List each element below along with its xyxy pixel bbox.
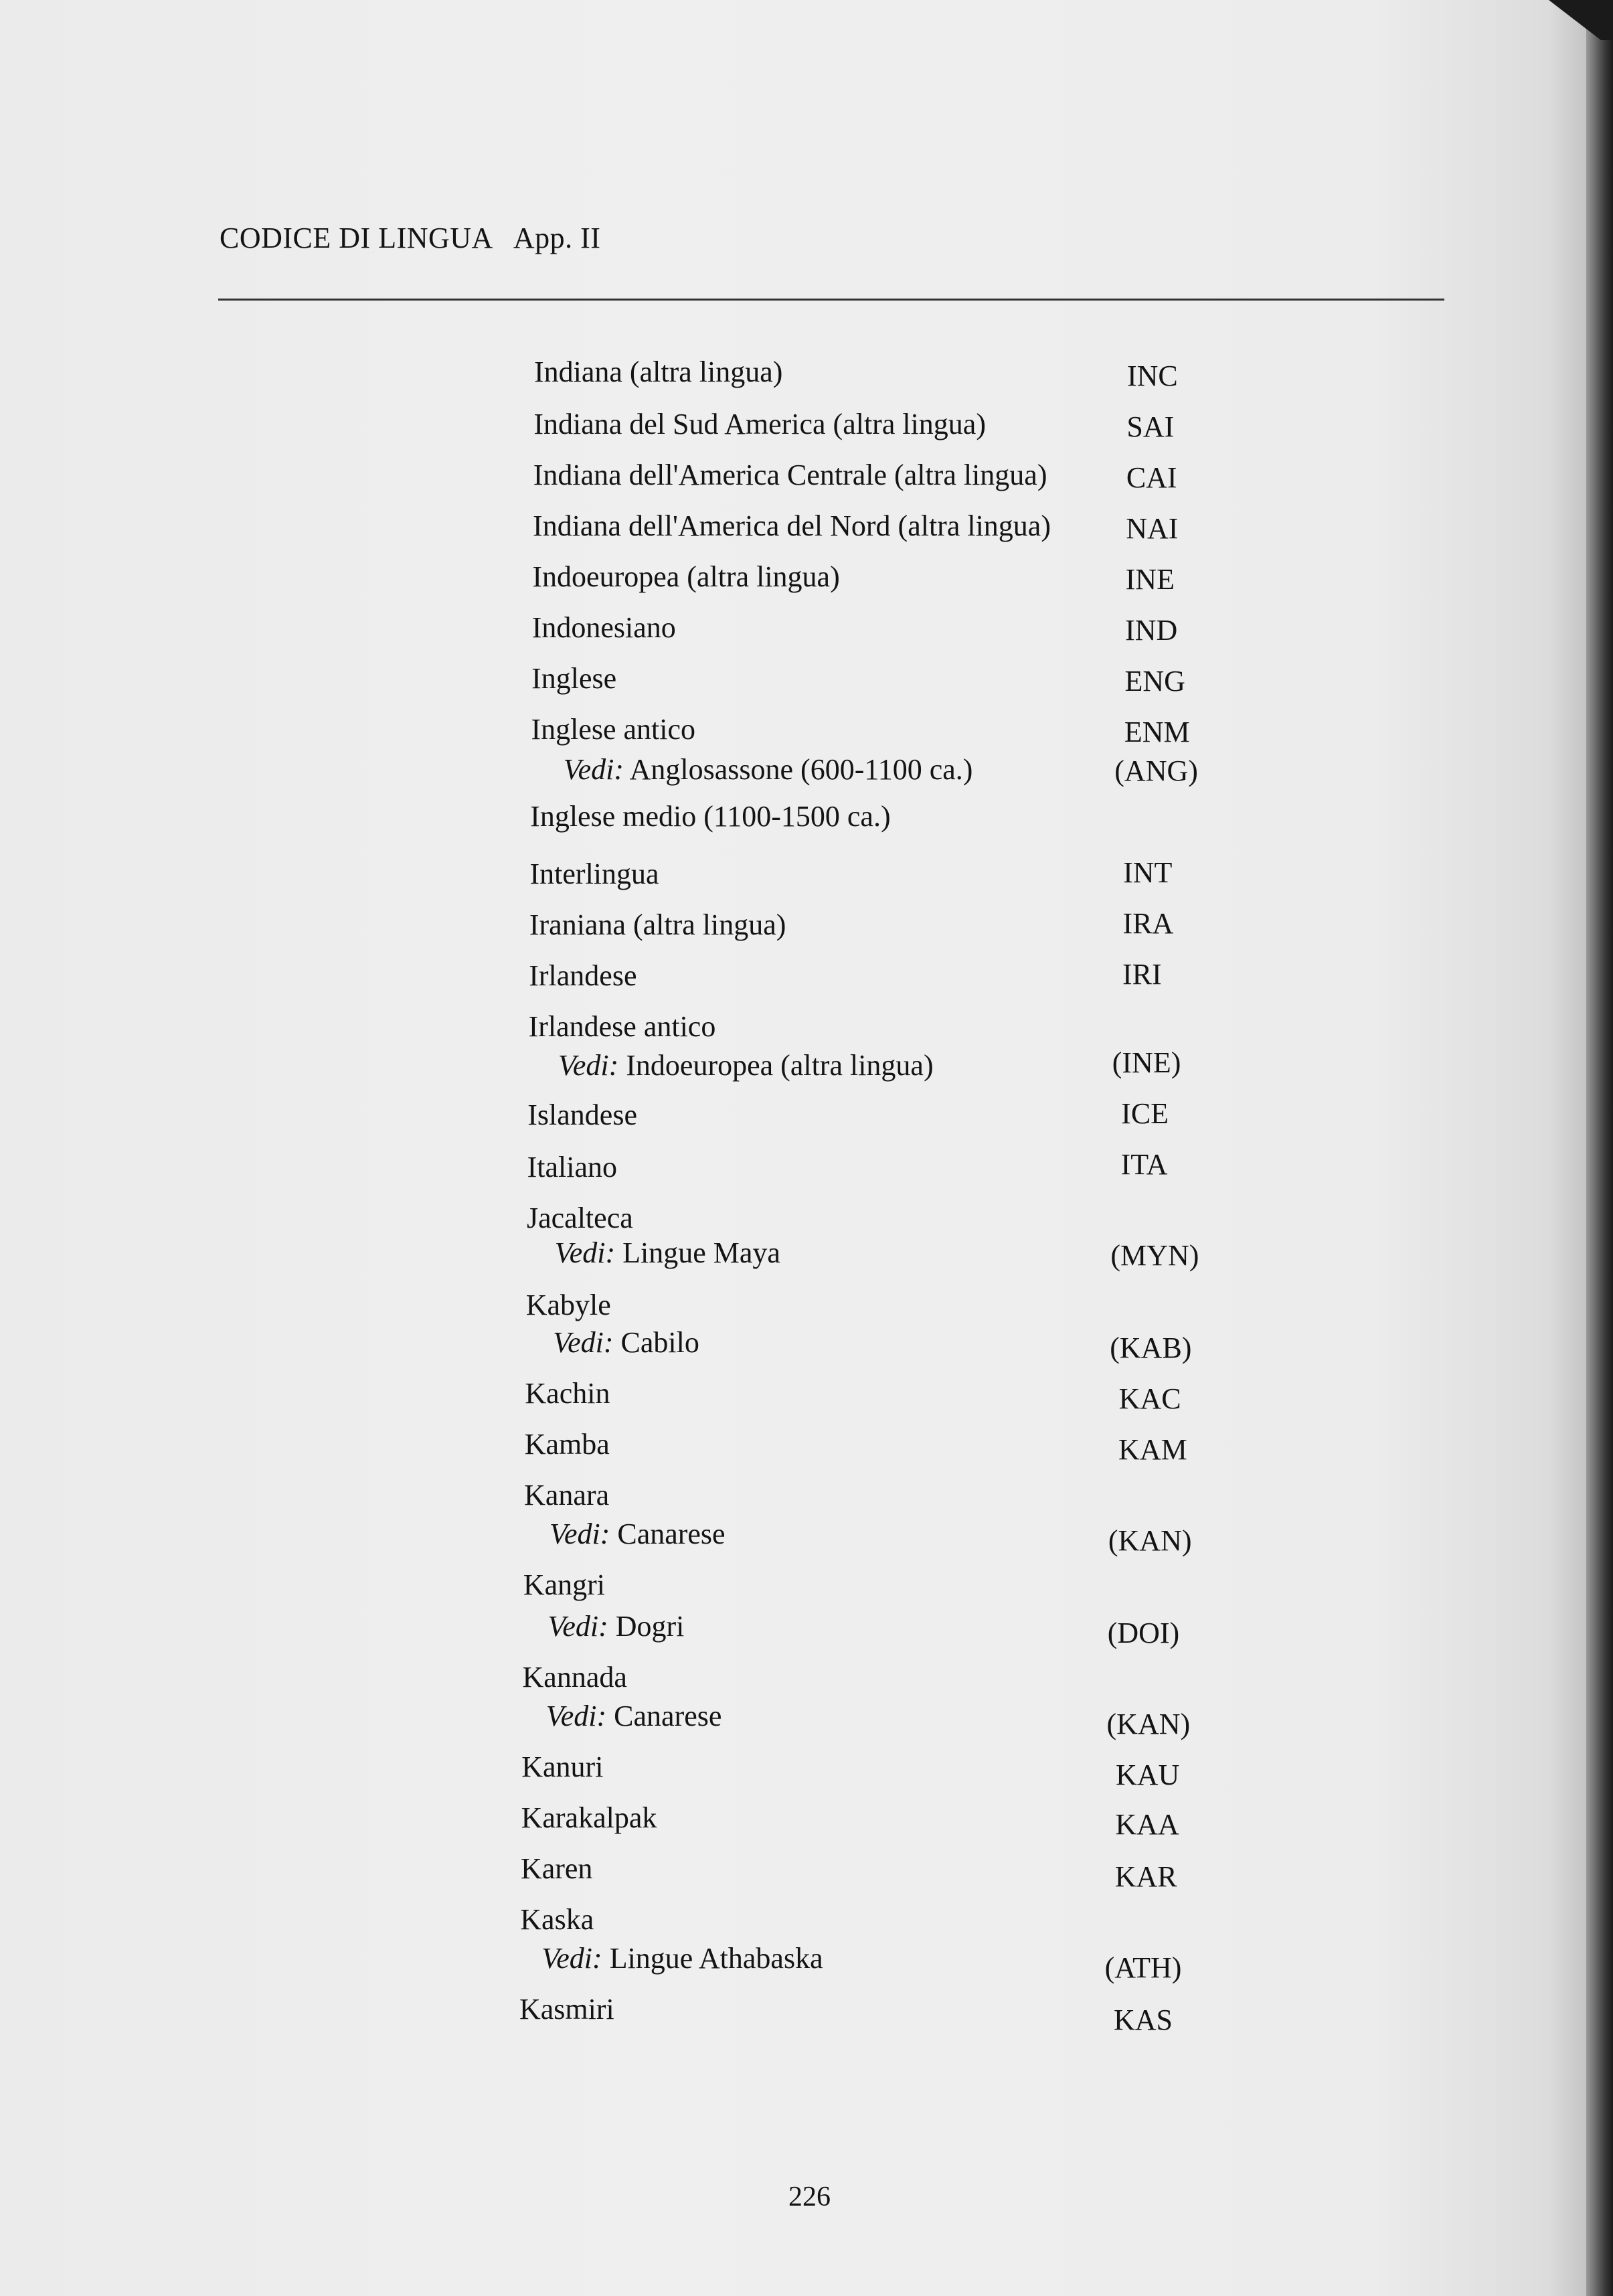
language-code: IRA (1122, 907, 1174, 940)
cross-reference-target: Anglosassone (600-1100 ca.) (624, 753, 973, 786)
language-code: (MYN) (1110, 1239, 1199, 1272)
language-name: Indonesiano (531, 611, 676, 644)
language-name: Indiana dell'America del Nord (altra lingua) (533, 509, 1051, 542)
language-name: Italiano (527, 1151, 618, 1183)
language-name: Kasmiri (519, 1993, 614, 2026)
vedi-label: Vedi: (563, 753, 624, 786)
language-name: Inglese antico (531, 713, 696, 746)
cross-reference-target: Canarese (606, 1700, 722, 1732)
language-name: Jacalteca (527, 1202, 633, 1234)
vedi-label: Vedi: (553, 1326, 614, 1359)
vedi-label: Vedi: (558, 1049, 619, 1082)
vedi-label: Vedi: (547, 1610, 608, 1643)
language-name: Inglese (531, 662, 617, 695)
language-code: INC (1127, 359, 1178, 392)
language-name: Islandese (527, 1098, 637, 1131)
language-name: Kanara (524, 1479, 610, 1511)
language-name: Iraniana (altra lingua) (529, 908, 786, 941)
language-code: KAA (1115, 1808, 1179, 1841)
language-code: IND (1125, 614, 1178, 647)
language-name: Irlandese (529, 959, 637, 992)
language-code: NAI (1126, 512, 1179, 545)
language-code: ENM (1124, 716, 1190, 748)
language-code: (KAB) (1110, 1331, 1192, 1364)
cross-reference (547, 1609, 684, 1644)
cross-reference (558, 1048, 934, 1083)
language-name: Kachin (525, 1377, 610, 1410)
language-name: Kabyle (525, 1289, 611, 1321)
language-code: INT (1123, 856, 1173, 889)
language-name: Kanuri (521, 1750, 604, 1783)
vedi-label: Vedi: (554, 1236, 616, 1269)
language-code: KAR (1114, 1860, 1177, 1893)
language-code: KAU (1115, 1758, 1180, 1791)
cross-reference-target: Dogri (608, 1610, 685, 1643)
cross-reference (564, 752, 973, 787)
language-code: (KAN) (1106, 1708, 1191, 1740)
language-code: (ATH) (1104, 1951, 1182, 1984)
header-appendix: App. II (513, 222, 601, 254)
language-code: ENG (1124, 665, 1185, 698)
language-code: (KAN) (1108, 1524, 1192, 1557)
cross-reference (555, 1236, 780, 1270)
language-code: (ANG) (1114, 754, 1198, 787)
language-name: Kangri (523, 1568, 605, 1601)
language-code: SAI (1126, 410, 1175, 443)
vedi-label: Vedi: (541, 1942, 602, 1975)
header-title: CODICE DI LINGUA (220, 222, 493, 254)
vedi-label: Vedi: (549, 1518, 610, 1550)
cross-reference-target: Cabilo (613, 1326, 699, 1359)
cross-reference-target: Lingue Maya (615, 1236, 780, 1269)
language-name: Kamba (524, 1428, 610, 1461)
page-number: 226 (788, 2182, 831, 2212)
language-code: KAS (1114, 2003, 1173, 2036)
language-name: Indiana dell'America Centrale (altra lingua) (533, 459, 1047, 491)
cross-reference (553, 1325, 699, 1360)
language-code: (INE) (1112, 1046, 1181, 1079)
language-code: INE (1125, 563, 1175, 596)
language-name: Indoeuropea (altra lingua) (532, 560, 840, 593)
cross-reference (549, 1517, 726, 1552)
cross-reference-target: Canarese (610, 1518, 726, 1550)
language-name: Karakalpak (521, 1801, 657, 1834)
language-name: Indiana (altra lingua) (534, 355, 783, 388)
language-name: Kannada (522, 1661, 627, 1694)
cross-reference-target: Lingue Athabaska (602, 1942, 823, 1975)
language-name: Indiana del Sud America (altra lingua) (533, 408, 986, 440)
language-code: IRI (1122, 958, 1162, 991)
language-code: KAC (1118, 1382, 1181, 1415)
language-name: Irlandese antico (528, 1010, 716, 1043)
cross-reference (541, 1941, 823, 1976)
vedi-label: Vedi: (545, 1700, 607, 1732)
language-code: KAM (1118, 1433, 1187, 1466)
cross-reference (546, 1699, 722, 1734)
language-name: Inglese medio (1100-1500 ca.) (530, 800, 891, 833)
language-code: ITA (1120, 1148, 1168, 1181)
cross-reference-target: Indoeuropea (altra lingua) (618, 1049, 934, 1082)
language-code: ICE (1121, 1097, 1169, 1130)
language-code: CAI (1126, 461, 1177, 494)
language-code: (DOI) (1107, 1617, 1180, 1649)
language-name: Kaska (520, 1903, 594, 1936)
language-name: Karen (520, 1852, 593, 1885)
language-name: Interlingua (529, 857, 659, 890)
